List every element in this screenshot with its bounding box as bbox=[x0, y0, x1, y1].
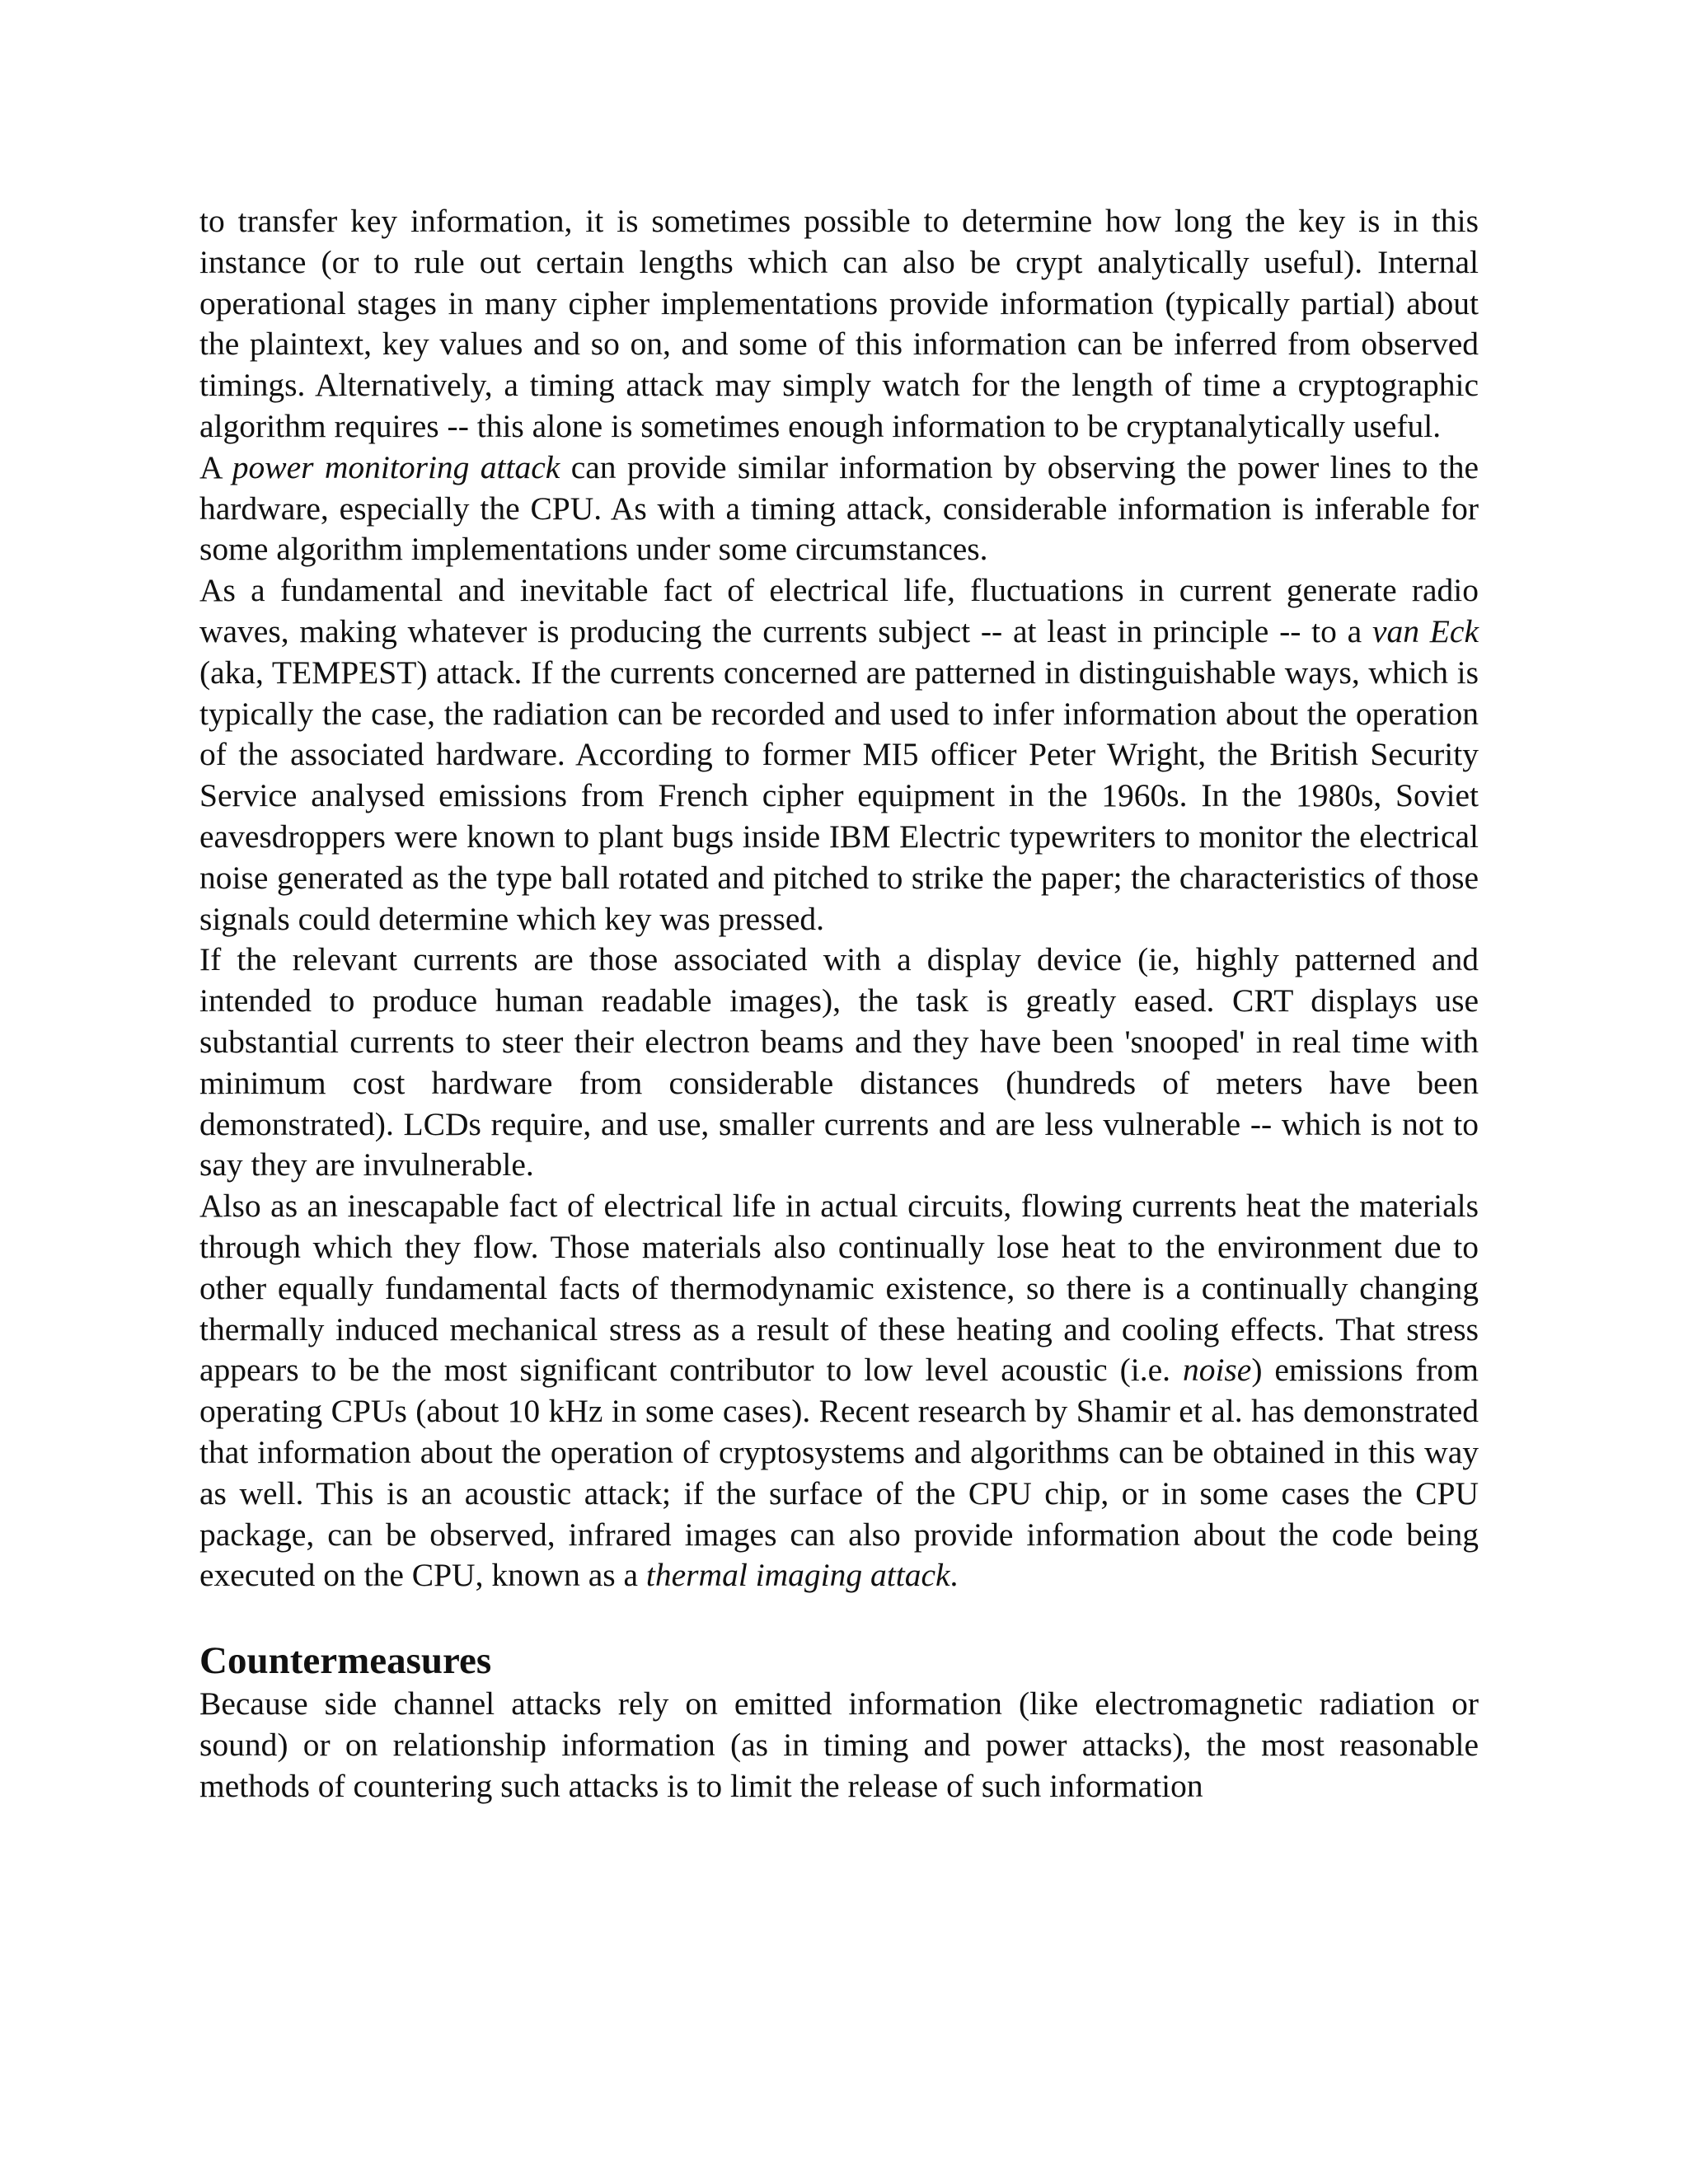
paragraph bbox=[199, 940, 1479, 1186]
section-heading: Countermeasures bbox=[199, 1639, 492, 1683]
text-run: to transfer key information, it is sometimes possible to determine how long the key is in this instance (or to rule out certain lengths which can also be crypt analytically useful). Internal operational stages in many cipher implementations provide information (typically partial) about the plaintext, key values and so on, and some of this information can be inferred from observed timings. Alternatively, a timing attack may simply watch for the length of time a cryptographic algorithm requires -- this alone is sometimes enough information to be cryptanalytically useful. bbox=[199, 203, 1479, 444]
text-run: ) emissions from operating CPUs (about 10 kHz in some cases). Recent research by Shamir et al. has demonstrated that information about the operation of cryptosystems and algorithms can be obtained in this way as well. This is an acoustic attack; if the surface of the CPU chip, or in some cases the CPU package, can be observed, infrared images can also provide information about the code being executed on the CPU, known as a bbox=[199, 1352, 1479, 1594]
emphasized-term: van Eck bbox=[1372, 612, 1479, 649]
emphasized-term: power monitoring attack bbox=[232, 448, 560, 485]
text-run: (aka, TEMPEST) attack. If the currents concerned are patterned in distinguishable ways, which is typically the case, the radiation can be recorded and used to infer information about the operation of the associated hardware. According to former MI5 officer Peter Wright, the British Security Service analysed emissions from French cipher equipment in the 1960s. In the 1980s, Soviet eavesdroppers were known to plant bugs inside IBM Electric typewriters to monitor the electrical noise generated as the type ball rotated and pitched to strike the paper; the characteristics of those signals could determine which key was pressed. bbox=[199, 654, 1479, 937]
paragraph bbox=[199, 1186, 1479, 1596]
text-run: As a fundamental and inevitable fact of electrical life, fluctuations in current generate radio waves, making whatever is producing the currents subject -- at least in principle -- to a bbox=[199, 572, 1479, 649]
paragraph bbox=[199, 570, 1479, 940]
document-page bbox=[199, 201, 1479, 1807]
body-text bbox=[199, 201, 1479, 1596]
text-run: A bbox=[199, 448, 232, 485]
text-run: can provide similar information by observing the power lines to the hardware, especially the CPU. As with a timing attack, considerable information is inferable for some algorithm implementations under some circumstances. bbox=[199, 448, 1479, 568]
text-run: . bbox=[950, 1557, 959, 1594]
paragraph bbox=[199, 448, 1479, 570]
emphasized-term: thermal imaging attack bbox=[645, 1557, 950, 1594]
text-run: If the relevant currents are those associated with a display device (ie, highly patterned and intended to produce human readable images), the task is greatly eased. CRT displays use substantial currents to steer their electron beams and they have been 'snooped' in real time with minimum cost hardware from considerable distances (hundreds of meters have been demonstrated). LCDs require, and use, smaller currents and are less vulnerable -- which is not to say they are invulnerable. bbox=[199, 941, 1479, 1183]
paragraph bbox=[199, 201, 1479, 448]
paragraph: Because side channel attacks rely on emitted information (like electromagnetic radiation or sound) or on relationship information (as in timing and power attacks), the most reasonable methods of countering such attacks is to limit the release of such information bbox=[199, 1685, 1479, 1804]
emphasized-term: noise bbox=[1182, 1352, 1252, 1389]
text-run: Also as an inescapable fact of electrical life in actual circuits, flowing currents heat the materials through which they flow. Those materials also continually lose heat to the environment due to other equally fundamental facts of thermodynamic existence, so there is a continually changing thermally induced mechanical stress as a result of these heating and cooling effects. That stress appears to be the most significant contributor to low level acoustic (i.e. bbox=[199, 1188, 1479, 1389]
